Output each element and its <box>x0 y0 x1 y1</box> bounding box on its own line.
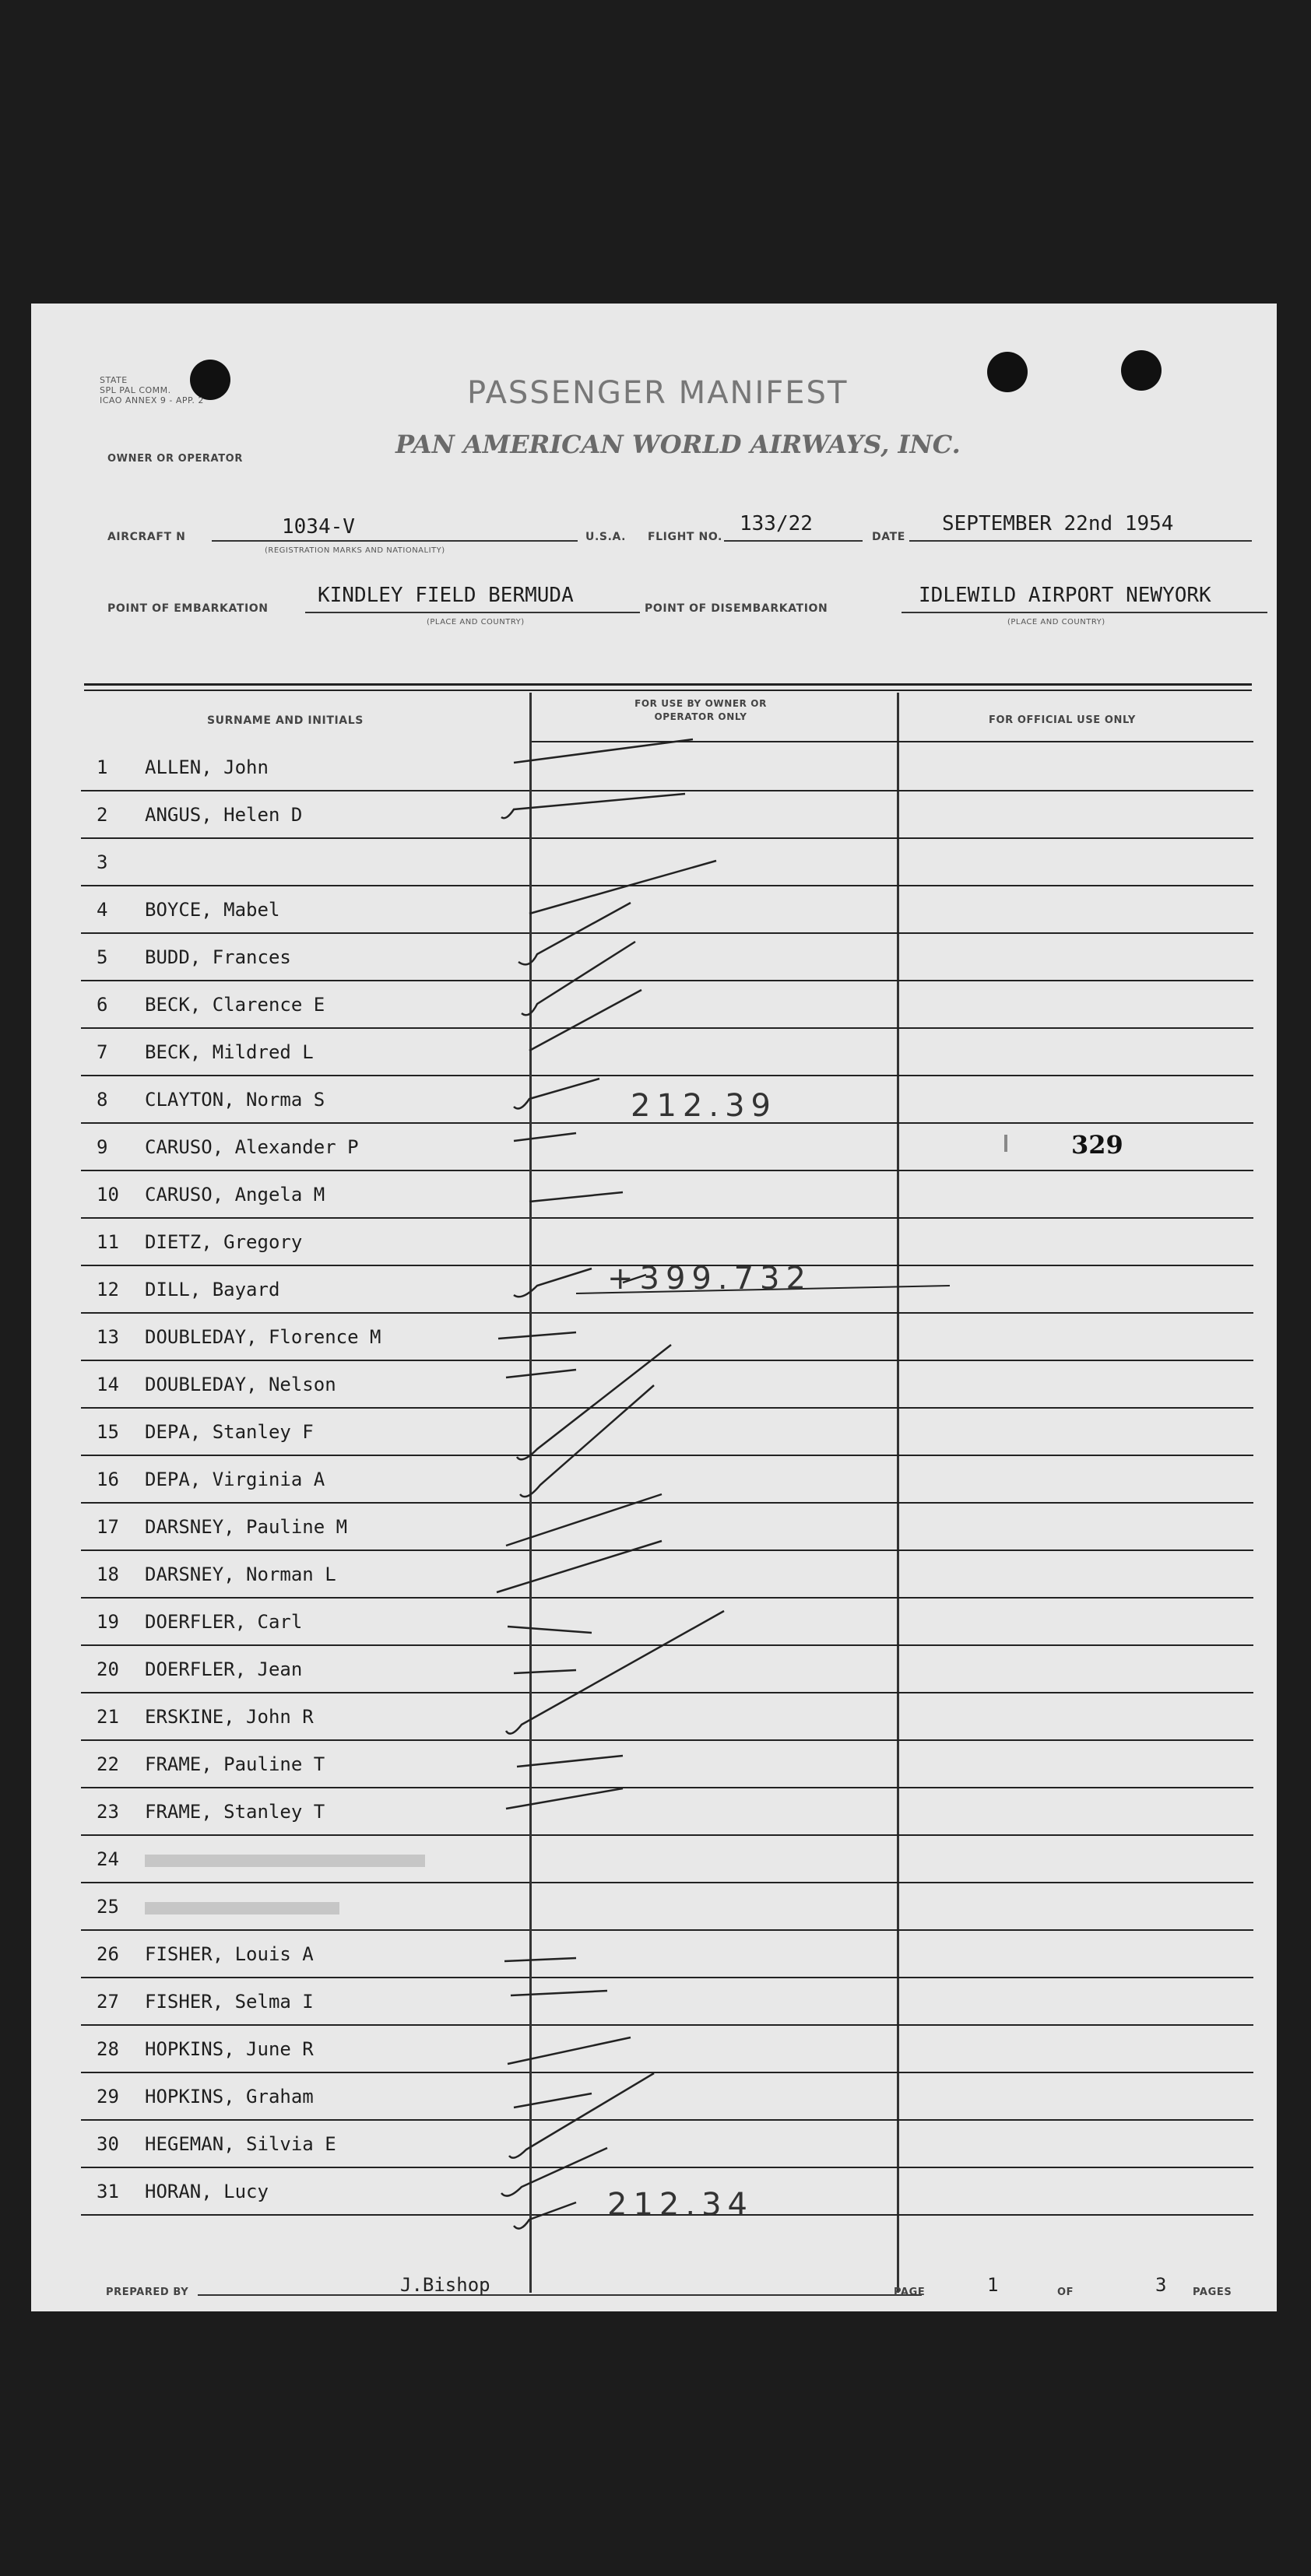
passenger-name: HEGEMAN, Silvia E <box>145 2133 336 2155</box>
flight-value: 133/22 <box>740 512 813 535</box>
embark-value: KINDLEY FIELD BERMUDA <box>318 584 574 607</box>
row-number: 1 <box>97 756 108 778</box>
row-number: 9 <box>97 1136 108 1158</box>
of-label: OF <box>1057 2286 1074 2298</box>
disembark-value: IDLEWILD AIRPORT NEWYORK <box>919 584 1211 607</box>
date-value: SEPTEMBER 22nd 1954 <box>942 512 1174 535</box>
stamp-mark <box>1004 1135 1007 1152</box>
passenger-name: DIETZ, Gregory <box>145 1231 303 1253</box>
operator-check-marks <box>31 304 1277 2311</box>
registration-note: (REGISTRATION MARKS AND NATIONALITY) <box>265 546 445 555</box>
row-number: 28 <box>97 2038 119 2060</box>
embark-note: (PLACE AND COUNTRY) <box>427 618 525 626</box>
aircraft-label: AIRCRAFT N <box>107 531 186 543</box>
passenger-name: BOYCE, Mabel <box>145 899 280 921</box>
passenger-name: ERSKINE, John R <box>145 1706 314 1728</box>
prepared-label: PREPARED BY <box>106 2286 189 2298</box>
owner-label: OWNER OR OPERATOR <box>107 453 243 465</box>
passenger-name: CARUSO, Angela M <box>145 1184 325 1206</box>
passenger-name: DEPA, Stanley F <box>145 1421 314 1443</box>
page-label: PAGE <box>894 2286 926 2298</box>
row-number: 17 <box>97 1516 119 1538</box>
row-number: 2 <box>97 804 108 826</box>
row-number: 12 <box>97 1279 119 1300</box>
row-number: 26 <box>97 1943 119 1965</box>
handwritten-amount-2: +399.732 <box>607 1261 812 1297</box>
passenger-name: DOUBLEDAY, Florence M <box>145 1326 381 1348</box>
row-number: 5 <box>97 946 108 968</box>
passenger-name: DOERFLER, Carl <box>145 1611 303 1633</box>
embark-label: POINT OF EMBARKATION <box>107 602 269 615</box>
passenger-name: DILL, Bayard <box>145 1279 280 1300</box>
passenger-name: HORAN, Lucy <box>145 2181 269 2202</box>
passenger-name: FISHER, Selma I <box>145 1991 314 2013</box>
passenger-name: FRAME, Stanley T <box>145 1801 325 1823</box>
disembark-label: POINT OF DISEMBARKATION <box>645 602 828 615</box>
passenger-name: DOERFLER, Jean <box>145 1658 303 1680</box>
pages-label: PAGES <box>1193 2286 1232 2298</box>
row-number: 8 <box>97 1089 108 1111</box>
row-number: 20 <box>97 1658 119 1680</box>
pages-value: 3 <box>1155 2274 1167 2296</box>
passenger-name: FISHER, Louis A <box>145 1943 314 1965</box>
row-number: 29 <box>97 2086 119 2107</box>
row-number: 16 <box>97 1469 119 1490</box>
row-number: 25 <box>97 1896 119 1918</box>
row-number: 15 <box>97 1421 119 1443</box>
row-number: 14 <box>97 1374 119 1395</box>
company-name: PAN AMERICAN WORLD AIRWAYS, INC. <box>395 430 961 459</box>
flight-label: FLIGHT NO. <box>648 531 722 543</box>
passenger-name: ANGUS, Helen D <box>145 804 303 826</box>
prepared-value: J.Bishop <box>400 2274 490 2296</box>
passenger-name: CARUSO, Alexander P <box>145 1136 359 1158</box>
passenger-name: DARSNEY, Norman L <box>145 1563 336 1585</box>
row-number: 7 <box>97 1041 108 1063</box>
row-number: 24 <box>97 1848 119 1870</box>
row-number: 4 <box>97 899 108 921</box>
passenger-name: DOUBLEDAY, Nelson <box>145 1374 336 1395</box>
prepared-underline <box>198 2294 922 2296</box>
official-stamp-number: 329 <box>1071 1130 1123 1160</box>
col-header-surname: SURNAME AND INITIALS <box>207 714 364 727</box>
row-number: 11 <box>97 1231 119 1253</box>
col-header-operator: FOR USE BY OWNER OR OPERATOR ONLY <box>634 698 767 722</box>
passenger-name: DEPA, Virginia A <box>145 1469 325 1490</box>
row-number: 23 <box>97 1801 119 1823</box>
corner-line-1: STATE <box>100 375 128 385</box>
passenger-name: BECK, Clarence E <box>145 994 325 1016</box>
date-label: DATE <box>872 531 905 543</box>
row-number: 19 <box>97 1611 119 1633</box>
col-header-official: FOR OFFICIAL USE ONLY <box>989 714 1136 726</box>
passenger-name: BUDD, Frances <box>145 946 291 968</box>
passenger-name: ALLEN, John <box>145 756 269 778</box>
page-title: PASSENGER MANIFEST <box>467 375 849 411</box>
row-number: 18 <box>97 1563 119 1585</box>
passenger-name: BECK, Mildred L <box>145 1041 314 1063</box>
passenger-name: HOPKINS, June R <box>145 2038 314 2060</box>
passenger-name: HOPKINS, Graham <box>145 2086 314 2107</box>
row-number: 21 <box>97 1706 119 1728</box>
handwritten-amount-1: 212.39 <box>631 1088 777 1124</box>
disembark-note: (PLACE AND COUNTRY) <box>1007 618 1105 626</box>
row-number: 30 <box>97 2133 119 2155</box>
page-value: 1 <box>987 2274 999 2296</box>
handwritten-amount-3: 212.34 <box>607 2187 754 2223</box>
usa-label: U.S.A. <box>585 531 627 543</box>
row-number: 10 <box>97 1184 119 1206</box>
corner-line-3: ICAO ANNEX 9 - APP. 2 <box>100 395 204 405</box>
passenger-name: DARSNEY, Pauline M <box>145 1516 348 1538</box>
passenger-name: FRAME, Pauline T <box>145 1753 325 1775</box>
manifest-sheet <box>31 304 1277 2311</box>
row-number: 3 <box>97 851 108 873</box>
row-number: 22 <box>97 1753 119 1775</box>
corner-line-2: SPL PAL COMM. <box>100 385 171 395</box>
row-number: 31 <box>97 2181 119 2202</box>
row-number: 13 <box>97 1326 119 1348</box>
row-number: 27 <box>97 1991 119 2013</box>
row-number: 6 <box>97 994 108 1016</box>
aircraft-value: 1034-V <box>282 515 355 539</box>
passenger-name: CLAYTON, Norma S <box>145 1089 325 1111</box>
